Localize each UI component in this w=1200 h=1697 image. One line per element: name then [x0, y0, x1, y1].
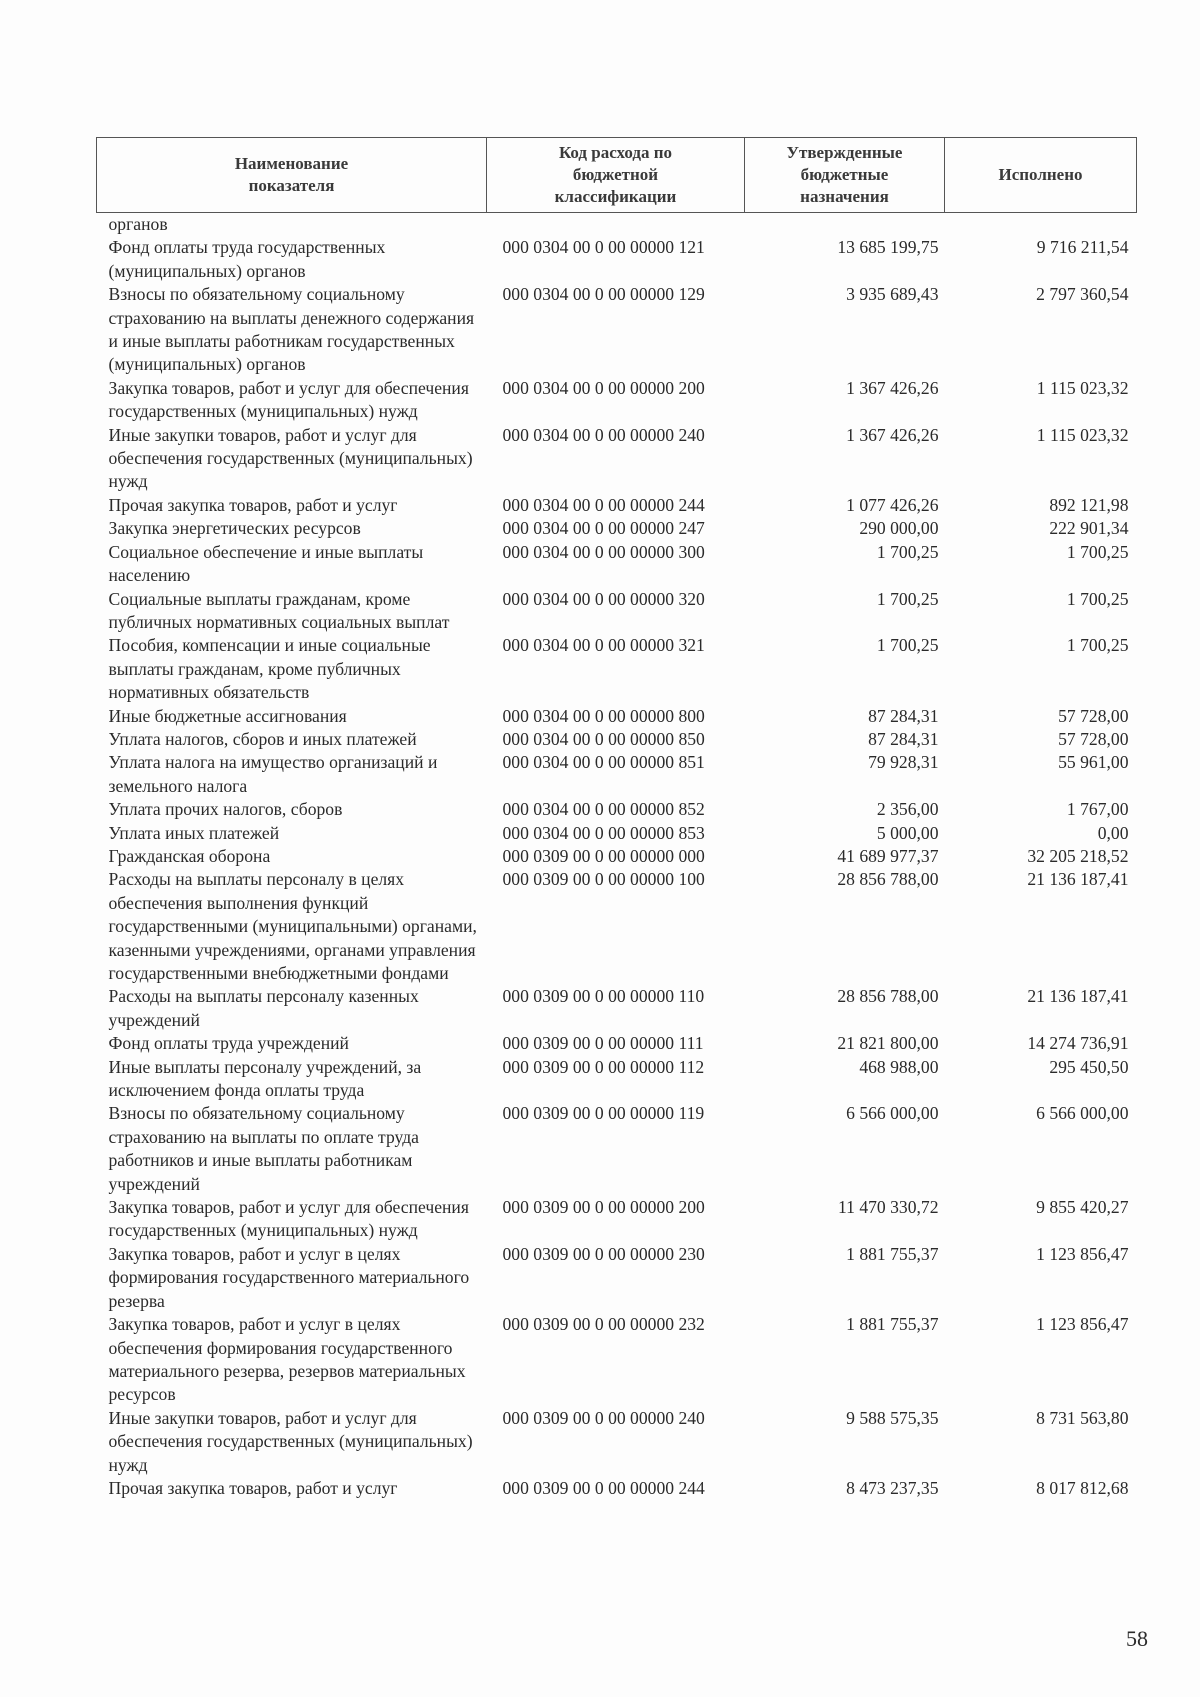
row-name: Уплата налогов, сборов и иных платежей — [108, 728, 417, 749]
row-name: Социальное обеспечение и иные выплаты населению — [108, 541, 424, 586]
row-executed: 1 115 023,32 — [1036, 377, 1129, 398]
row-name: Фонд оплаты труда учреждений — [108, 1033, 349, 1054]
row-code: 000 0309 00 0 00 00000 000 — [502, 845, 705, 866]
row-code: 000 0304 00 0 00 00000 300 — [502, 541, 705, 562]
row-name: Иные бюджетные ассигнования — [108, 705, 347, 726]
row-executed: 32 205 218,52 — [1027, 845, 1129, 866]
row-executed: 1 700,25 — [1066, 588, 1129, 609]
row-approved: 87 284,31 — [868, 728, 939, 749]
row-code: 000 0304 00 0 00 00000 129 — [502, 284, 705, 305]
row-name: Иные выплаты персоналу учреждений, за исключением фонда оплаты труда — [108, 1056, 422, 1101]
table-row — [97, 1243, 1137, 1313]
table-row — [97, 1196, 1137, 1243]
row-name: Закупка товаров, работ и услуг для обеспечения государственных (муниципальных) нужд — [108, 1197, 469, 1241]
row-approved: 3 935 689,43 — [846, 284, 939, 305]
row-name: Закупка энергетических ресурсов — [108, 518, 361, 539]
row-code: 000 0309 00 0 00 00000 230 — [502, 1243, 705, 1264]
table-row — [97, 845, 1137, 868]
row-executed — [945, 213, 1137, 237]
table-row — [97, 1313, 1137, 1407]
table-row — [97, 751, 1137, 798]
row-code: 000 0309 00 0 00 00000 200 — [502, 1197, 705, 1218]
row-executed: 1 123 856,47 — [1036, 1314, 1129, 1335]
table-row — [97, 517, 1137, 540]
row-approved: 13 685 199,75 — [837, 237, 939, 258]
table-row — [97, 213, 1137, 237]
row-name: Закупка товаров, работ и услуг в целях формирования государственного материального резерва — [108, 1243, 470, 1311]
table-row — [97, 705, 1137, 728]
row-code: 000 0304 00 0 00 00000 240 — [502, 424, 705, 445]
row-name: Уплата прочих налогов, сборов — [108, 799, 343, 820]
row-approved: 1 881 755,37 — [846, 1243, 939, 1264]
row-approved: 1 700,25 — [876, 635, 939, 656]
header-name: Наименование показателя — [97, 138, 487, 213]
report-table-wrapper — [96, 137, 1136, 1500]
row-approved: 468 988,00 — [859, 1056, 939, 1077]
row-approved: 28 856 788,00 — [837, 986, 939, 1007]
row-executed: 8 731 563,80 — [1036, 1407, 1129, 1428]
table-row — [97, 1477, 1137, 1500]
budget-execution-table — [96, 137, 1137, 1500]
row-code: 000 0309 00 0 00 00000 244 — [502, 1477, 705, 1498]
row-name: Фонд оплаты труда государственных (муниципальных) органов — [108, 237, 386, 281]
row-name: Взносы по обязательному социальному страхованию на выплаты по оплате труда работников и иные выплаты работникам учреждений — [108, 1103, 419, 1194]
row-approved: 5 000,00 — [876, 822, 939, 843]
row-executed: 1 115 023,32 — [1036, 424, 1129, 445]
row-code: 000 0309 00 0 00 00000 119 — [502, 1103, 705, 1124]
row-code: 000 0304 00 0 00 00000 850 — [502, 728, 705, 749]
row-approved: 1 700,25 — [876, 588, 939, 609]
row-approved: 1 881 755,37 — [846, 1314, 939, 1335]
table-row — [97, 985, 1137, 1032]
row-code: 000 0309 00 0 00 00000 100 — [502, 869, 705, 890]
row-name: Закупка товаров, работ и услуг в целях обеспечения формирования государственного материального резерва, резервов материальных ресурсов — [108, 1314, 466, 1405]
table-row — [97, 283, 1137, 377]
row-executed: 1 123 856,47 — [1036, 1243, 1129, 1264]
row-approved: 41 689 977,37 — [837, 845, 939, 866]
table-row — [97, 868, 1137, 985]
row-code: 000 0304 00 0 00 00000 121 — [502, 237, 705, 258]
table-body — [97, 213, 1137, 1501]
row-code: 000 0304 00 0 00 00000 200 — [502, 377, 705, 398]
row-approved: 87 284,31 — [868, 705, 939, 726]
row-code: 000 0309 00 0 00 00000 111 — [502, 1033, 704, 1054]
row-approved: 21 821 800,00 — [837, 1033, 939, 1054]
row-code: 000 0304 00 0 00 00000 800 — [502, 705, 705, 726]
row-name: Прочая закупка товаров, работ и услуг — [108, 1477, 398, 1498]
row-executed: 222 901,34 — [1049, 518, 1129, 539]
header-code: Код расхода по бюджетной классификации — [487, 138, 745, 213]
row-executed: 1 700,25 — [1066, 541, 1129, 562]
row-executed: 9 855 420,27 — [1036, 1197, 1129, 1218]
row-executed: 6 566 000,00 — [1036, 1103, 1129, 1124]
row-approved: 79 928,31 — [868, 752, 939, 773]
row-executed: 57 728,00 — [1058, 728, 1129, 749]
row-code: 000 0304 00 0 00 00000 851 — [502, 752, 705, 773]
row-name: Прочая закупка товаров, работ и услуг — [108, 494, 398, 515]
row-name: Закупка товаров, работ и услуг для обеспечения государственных (муниципальных) нужд — [108, 377, 469, 422]
row-executed: 295 450,50 — [1049, 1056, 1129, 1077]
row-code: 000 0304 00 0 00 00000 247 — [502, 518, 705, 539]
row-code: 000 0309 00 0 00 00000 240 — [502, 1407, 705, 1428]
row-name: Иные закупки товаров, работ и услуг для обеспечения государственных (муниципальных) нужд — [108, 1407, 473, 1475]
row-approved: 290 000,00 — [859, 518, 939, 539]
table-row — [97, 798, 1137, 821]
row-approved: 2 356,00 — [876, 799, 939, 820]
row-executed: 892 121,98 — [1049, 494, 1129, 515]
row-approved: 11 470 330,72 — [837, 1197, 939, 1218]
row-executed: 14 274 736,91 — [1027, 1033, 1129, 1054]
row-code: 000 0304 00 0 00 00000 321 — [502, 635, 705, 656]
table-row — [97, 728, 1137, 751]
row-executed: 1 700,25 — [1066, 635, 1129, 656]
table-row — [97, 494, 1137, 517]
row-approved: 1 077 426,26 — [846, 494, 939, 515]
row-name: Расходы на выплаты персоналу казенных учреждений — [108, 986, 419, 1030]
row-code: 000 0309 00 0 00 00000 110 — [502, 986, 705, 1007]
row-approved: 8 473 237,35 — [846, 1477, 939, 1498]
row-executed: 55 961,00 — [1058, 752, 1129, 773]
table-row — [97, 634, 1137, 704]
row-executed: 21 136 187,41 — [1027, 986, 1129, 1007]
row-name: Взносы по обязательному социальному страхованию на выплаты денежного содержания и иные выплаты работникам государственных (муниципальных) органов — [108, 284, 475, 375]
header-executed: Исполнено — [945, 138, 1137, 213]
row-approved: 1 367 426,26 — [846, 377, 939, 398]
table-row — [97, 822, 1137, 845]
row-name: Уплата налога на имущество организаций и земельного налога — [108, 752, 438, 796]
row-name: Социальные выплаты гражданам, кроме публичных нормативных социальных выплат — [108, 588, 450, 632]
row-executed: 1 767,00 — [1066, 799, 1129, 820]
table-row — [97, 424, 1137, 494]
table-row — [97, 541, 1137, 588]
table-row — [97, 1102, 1137, 1196]
table-row — [97, 1056, 1137, 1103]
row-code — [487, 213, 745, 237]
row-name: Уплата иных платежей — [108, 822, 280, 843]
row-code: 000 0304 00 0 00 00000 853 — [502, 822, 705, 843]
row-code: 000 0304 00 0 00 00000 244 — [502, 494, 705, 515]
row-name: Иные закупки товаров, работ и услуг для обеспечения государственных (муниципальных) нужд — [108, 424, 473, 492]
row-approved: 1 367 426,26 — [846, 424, 939, 445]
table-row — [97, 377, 1137, 424]
row-name: Расходы на выплаты персоналу в целях обеспечения выполнения функций государственными (муниципальными) органами, казенными учреждениями, органами управления государственными внебюджетными фондами — [108, 869, 477, 983]
row-executed: 9 716 211,54 — [1036, 237, 1129, 258]
row-approved: 1 700,25 — [876, 541, 939, 562]
row-executed: 8 017 812,68 — [1036, 1477, 1129, 1498]
row-code: 000 0304 00 0 00 00000 852 — [502, 799, 705, 820]
row-code: 000 0304 00 0 00 00000 320 — [502, 588, 705, 609]
row-approved: 28 856 788,00 — [837, 869, 939, 890]
row-executed: 21 136 187,41 — [1027, 869, 1129, 890]
table-row — [97, 588, 1137, 635]
row-approved: 6 566 000,00 — [846, 1103, 939, 1124]
row-executed: 0,00 — [1097, 822, 1129, 843]
page-number: 58 — [1126, 1626, 1148, 1651]
table-row — [97, 1407, 1137, 1477]
row-name: Гражданская оборона — [108, 845, 271, 866]
row-approved: 9 588 575,35 — [846, 1407, 939, 1428]
row-code: 000 0309 00 0 00 00000 112 — [502, 1056, 705, 1077]
table-header — [97, 138, 1137, 213]
header-approved: Утвержденные бюджетные назначения — [745, 138, 945, 213]
row-approved — [745, 213, 945, 237]
row-name: органов — [108, 214, 168, 234]
row-executed: 57 728,00 — [1058, 705, 1129, 726]
table-row — [97, 1032, 1137, 1055]
table-row — [97, 236, 1137, 283]
row-name: Пособия, компенсации и иные социальные выплаты гражданам, кроме публичных нормативных обязательств — [108, 635, 431, 703]
row-code: 000 0309 00 0 00 00000 232 — [502, 1314, 705, 1335]
row-executed: 2 797 360,54 — [1036, 284, 1129, 305]
